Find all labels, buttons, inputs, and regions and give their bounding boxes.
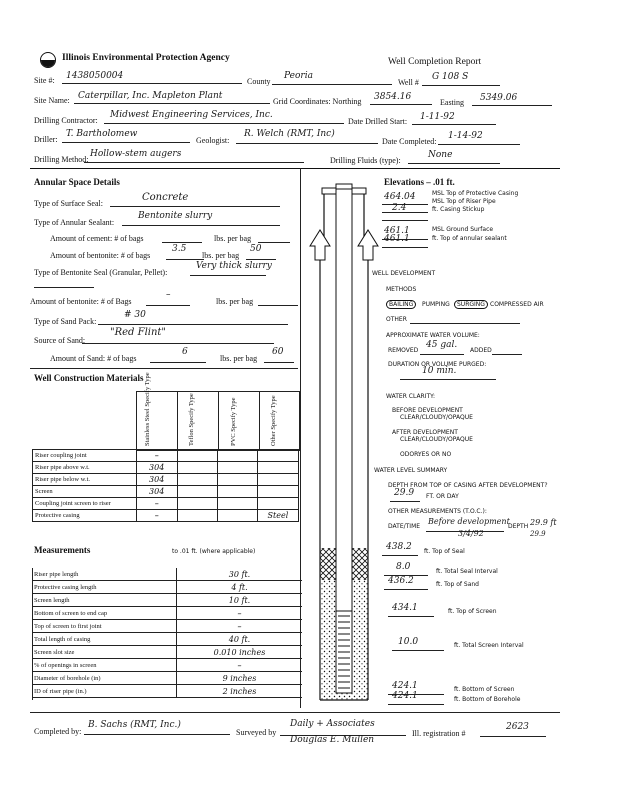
seal-top-value: 438.2 — [386, 542, 412, 552]
surveyed-label: Surveyed by — [236, 728, 277, 737]
col-other: Other Specify Type — [270, 395, 277, 446]
measurements-table — [32, 568, 302, 698]
measurements-note: to .01 ft. (where applicable) — [172, 548, 256, 555]
summary-label: WATER LEVEL SUMMARY — [374, 467, 448, 474]
bentonite2-bags-value: – — [166, 290, 171, 300]
duration-value: 10 min. — [422, 366, 457, 376]
annular-sealant-value: Bentonite slurry — [138, 211, 213, 221]
contractor-label: Drilling Contractor: — [34, 116, 98, 125]
northing-value: 3854.16 — [374, 92, 412, 102]
county-label: County — [247, 77, 271, 86]
depth-value: 29.9 — [394, 488, 415, 498]
seal-top-label: ft. Top of Seal — [424, 548, 465, 555]
borehole-bottom-label: ft. Bottom of Borehole — [454, 696, 521, 703]
sand-bags-value: 6 — [182, 347, 188, 357]
bentonite2-label: Amount of bentonite: # of Bags — [30, 297, 132, 306]
registration-value: 2623 — [506, 722, 529, 732]
surface-seal-line — [110, 195, 280, 207]
riser-pipe — [336, 189, 352, 611]
screen-top-value: 434.1 — [392, 603, 418, 613]
duration-label: DURATION OR VOLUME PURGED: — [388, 361, 487, 368]
sand-source-label: Source of Sand: — [34, 336, 86, 345]
easting-value: 5349.06 — [480, 93, 518, 103]
volume-label: APPROXIMATE WATER VOLUME: — [386, 332, 480, 339]
ground-label: MSL Ground Surface — [432, 226, 494, 233]
table-row: Protective casing length 4 ft. — [32, 581, 302, 594]
sand-lbs-value: 60 — [272, 347, 284, 357]
cement-lbs-label: lbs. per bag — [214, 234, 252, 243]
ground-arrow-right — [358, 230, 378, 260]
site-name-label: Site Name: — [34, 96, 70, 105]
annular-sealant-label: Type of Annular Sealant: — [34, 218, 115, 227]
added-label: ADDED — [470, 347, 492, 354]
before-options: CLEAR/CLOUDY/OPAQUE — [400, 414, 473, 421]
bentonite2-lbs-line — [258, 294, 298, 306]
screen-bottom-value: 424.1 — [392, 681, 418, 691]
sand-top-label: ft. Top of Sand — [436, 581, 479, 588]
sand-source-value: "Red Flint" — [110, 327, 167, 338]
cement-label: Amount of cement: # of bags — [50, 234, 144, 243]
table-row: Bottom of screen to end cap – — [32, 607, 302, 620]
col-stainless: Stainless Steel Specify Type — [144, 372, 151, 446]
col-pvc: PVC Specify Type — [230, 397, 237, 446]
method-air: COMPRESSED AIR — [490, 301, 544, 308]
fluids-line — [408, 152, 500, 164]
surveyor-name: Douglas E. Mullen — [290, 735, 375, 745]
driller-value: T. Bartholomew — [66, 129, 138, 139]
odor-label: ODOR: — [400, 451, 421, 458]
annular-top-label: ft. Top of annular sealant — [432, 235, 507, 242]
datetime-value: Before development — [428, 517, 510, 526]
other-meas-label: OTHER MEASUREMENTS (T.O.C.): — [388, 508, 487, 515]
msl-casing-label: MSL Top of Protective Casing — [432, 190, 519, 197]
table-row: Riser pipe above w.t. 304 — [33, 462, 299, 474]
grid-label: Grid Coordinates: Northing — [273, 97, 362, 106]
surface-seal-label: Type of Surface Seal: — [34, 199, 103, 208]
depth2-label: DEPTH — [508, 523, 529, 530]
center-divider — [300, 168, 301, 708]
method-value: Hollow-stem augers — [90, 149, 182, 159]
well-label: Well # — [398, 78, 419, 87]
elevations-title: Elevations – .01 ft. — [384, 177, 455, 187]
sand-top-value: 436.2 — [388, 576, 414, 586]
sand-pack-label: Type of Sand Pack: — [34, 317, 97, 326]
before-label: BEFORE DEVELOPMENT — [392, 407, 463, 414]
measurements-title: Measurements — [34, 545, 91, 555]
screen-interval-label: ft. Total Screen Interval — [454, 642, 524, 649]
table-row: Coupling joint screen to riser – — [33, 498, 299, 510]
removed-value: 45 gal. — [426, 340, 458, 350]
table-row: Diameter of borehole (in) 9 inches — [32, 672, 302, 685]
table-row: ID of riser pipe (in.) 2 inches — [32, 685, 302, 698]
date-completed-value: 1-14-92 — [448, 131, 483, 141]
development-title: WELL DEVELOPMENT — [372, 270, 436, 277]
after-label: AFTER DEVELOPMENT — [392, 429, 458, 436]
table-row: Riser coupling joint – — [33, 450, 299, 462]
well-value: G 108 S — [432, 72, 469, 82]
sand-pack-value: # 30 — [124, 310, 146, 320]
other-label: OTHER — [386, 316, 407, 323]
table-row: Top of screen to first joint – — [32, 620, 302, 633]
well-diagram — [308, 180, 382, 720]
bentonite-seal-line-2 — [34, 276, 94, 288]
msl-riser-label: MSL Top of Riser Pipe — [432, 198, 496, 205]
table-row: Riser pipe below w.t. 304 — [33, 474, 299, 486]
header-divider — [30, 168, 560, 169]
table-row: % of openings in screen – — [32, 659, 302, 672]
sand-amount-label: Amount of Sand: # of bags — [50, 354, 137, 363]
ground-arrow-left — [310, 230, 330, 260]
datetime-label: DATE/TIME — [388, 523, 421, 530]
report-title: Well Completion Report — [388, 57, 482, 67]
agency-name: Illinois Environmental Protection Agency — [62, 53, 230, 63]
sand-lbs-label: lbs. per bag — [220, 354, 258, 363]
table-row: Screen slot size 0.010 inches — [32, 646, 302, 659]
surface-seal-value: Concrete — [142, 192, 189, 203]
county-value: Peoria — [284, 71, 313, 81]
table-row: Screen length 10 ft. — [32, 594, 302, 607]
cement-lbs-line — [258, 231, 290, 243]
cement-bags-line — [162, 231, 202, 243]
bentonite2-lbs-label: lbs. per bag — [216, 297, 254, 306]
surveyed-value: Daily + Associates — [290, 719, 375, 729]
depth2-value: 29.9 ft — [530, 518, 557, 527]
annular-title: Annular Space Details — [34, 177, 120, 187]
seal-interval-value: 8.0 — [396, 562, 411, 572]
date-started-label: Date Drilled Start: — [348, 117, 408, 126]
fluids-label: Drilling Fluids (type): — [330, 156, 401, 165]
removed-label: REMOVED — [388, 347, 419, 354]
method-label: Drilling Method: — [34, 155, 89, 164]
fluids-value: None — [428, 150, 453, 160]
bentonite-lbs-value: 50 — [250, 244, 262, 254]
completed-label: Completed by: — [34, 727, 82, 736]
contractor-value: Midwest Engineering Services, Inc. — [110, 110, 273, 120]
bentonite-seal-value: Very thick slurry — [196, 261, 272, 271]
registration-label: Ill. registration # — [412, 729, 466, 738]
datetime-date: 3/4/92 — [458, 529, 484, 538]
screen-top-label: ft. Top of Screen — [448, 608, 497, 615]
sand-bags-line — [150, 351, 206, 363]
table-row: Riser pipe length 30 ft. — [32, 568, 302, 581]
bentonite-label: Amount of bentonite: # of bags — [50, 251, 151, 260]
site-no-label: Site #: — [34, 76, 55, 85]
stickup-label: ft. Casing Stickup — [432, 206, 485, 213]
screen-bottom-label: ft. Bottom of Screen — [454, 686, 515, 693]
section-divider-1 — [30, 368, 298, 369]
annular-top-value: 461.1 — [384, 234, 410, 244]
borehole-bottom-value: 424.1 — [392, 691, 418, 701]
site-no-value: 1438050004 — [66, 71, 124, 81]
seal-interval-label: ft. Total Seal Interval — [436, 568, 498, 575]
depth-unit: FT. OR DAY — [426, 493, 459, 500]
date-started-value: 1-11-92 — [420, 112, 455, 122]
table-row: Screen 304 — [33, 486, 299, 498]
methods-label: METHODS — [386, 286, 417, 293]
method-pumping: PUMPING — [422, 301, 450, 308]
col-teflon: Teflon Specify Type — [188, 393, 195, 446]
method-bailing: BAILING — [386, 300, 416, 309]
completed-value: B. Sachs (RMT, Inc.) — [88, 720, 181, 730]
footer-divider — [30, 712, 560, 713]
geologist-value: R. Welch (RMT, Inc) — [244, 129, 335, 139]
bentonite-seal-label: Type of Bentonite Seal (Granular, Pellet): — [34, 268, 168, 277]
method-surging: SURGING — [454, 300, 488, 309]
screen-interval-value: 10.0 — [398, 637, 419, 647]
site-name-value: Caterpillar, Inc. Mapleton Plant — [78, 91, 223, 101]
materials-table — [32, 449, 299, 522]
msl-casing-value: 464.04 — [384, 192, 416, 202]
ground-value: 461.1 — [384, 226, 410, 236]
after-options: CLEAR/CLOUDY/OPAQUE — [400, 436, 473, 443]
clarity-label: WATER CLARITY: — [386, 393, 436, 400]
depth3-value: 29.9 — [530, 530, 546, 538]
table-row: Protective casing – Steel — [33, 510, 299, 522]
bentonite-lbs-label: lbs. per bag — [202, 251, 240, 260]
easting-label: Easting — [440, 98, 464, 107]
odor-options: YES OR NO — [418, 451, 452, 458]
riser-cap — [336, 184, 352, 189]
materials-title: Well Construction Materials — [34, 373, 144, 383]
driller-label: Driller: — [34, 135, 58, 144]
bentonite-bags-value: 3.5 — [172, 244, 187, 254]
geologist-label: Geologist: — [196, 136, 230, 145]
date-completed-label: Date Completed: — [382, 137, 437, 146]
stickup-value: 2.4 — [392, 203, 407, 213]
depth-label: DEPTH FROM TOP OF CASING AFTER DEVELOPMENT? — [388, 482, 548, 489]
table-row: Total length of casing 40 ft. — [32, 633, 302, 646]
iepa-logo — [40, 52, 56, 68]
